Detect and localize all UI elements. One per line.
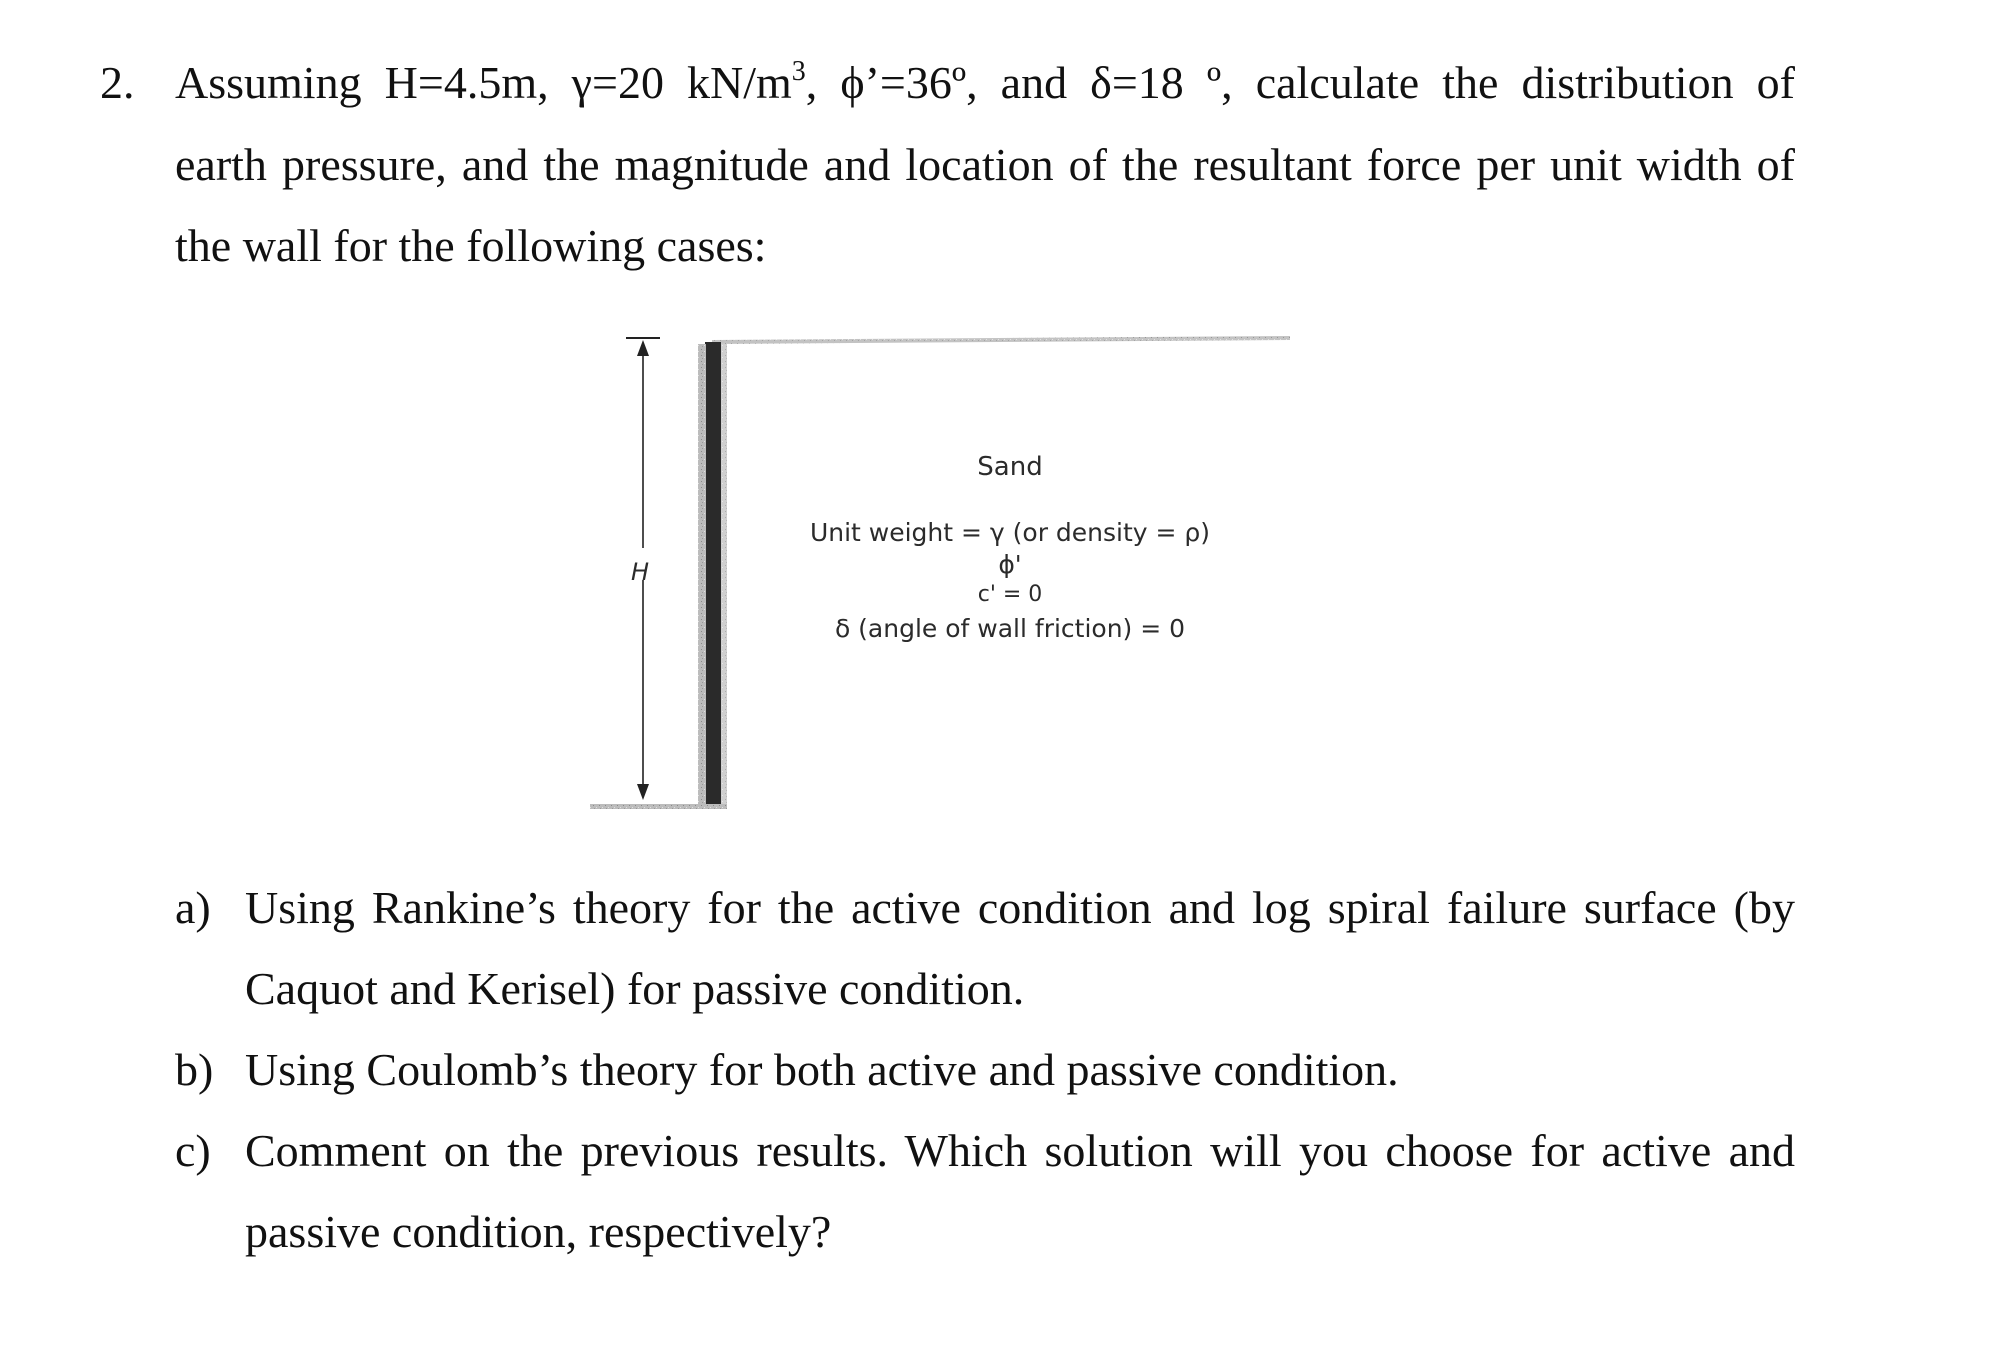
case-b-marker: b) <box>175 1044 214 1095</box>
case-c-marker: c) <box>175 1125 211 1176</box>
intro-line1-superscript: 3 <box>791 56 806 87</box>
height-label: H <box>630 558 650 586</box>
question-number: 2. <box>100 57 135 108</box>
arrow-down-icon <box>637 784 649 800</box>
intro-line1-text: Assuming H=4.5m, γ=20 kN/m <box>175 57 792 108</box>
wall-edge-left <box>698 344 706 804</box>
question-intro-line-3: the wall for the following cases: <box>175 220 767 271</box>
arrow-up-icon <box>637 340 649 356</box>
case-b-line-1: Using Coulomb’s theory for both active and passive condition. <box>245 1044 1399 1095</box>
soil-label: Sand <box>977 452 1043 482</box>
intro-line1-rest: , ϕ’=36º, and δ=18 º, calculate the distribution of <box>805 57 1795 108</box>
case-a-marker: a) <box>175 882 211 933</box>
case-c-line-2: passive condition, respectively? <box>245 1206 832 1257</box>
wall-friction-label: δ (angle of wall friction) = 0 <box>834 614 1186 643</box>
unit-weight-label: Unit weight = γ (or density = ρ) <box>809 518 1211 547</box>
wall-edge-right <box>721 344 727 804</box>
case-a-line-1: Using Rankine’s theory for the active condition and log spiral failure surface (by <box>245 882 1795 933</box>
base-line <box>590 804 727 809</box>
question-intro-line-2: earth pressure, and the magnitude and location of the resultant force per unit width of <box>175 139 1795 190</box>
case-c-line-1: Comment on the previous results. Which solution will you choose for active and <box>245 1125 1795 1176</box>
question-intro-line-1 <box>175 56 1795 108</box>
retaining-wall <box>705 342 721 804</box>
ground-surface <box>712 336 1290 344</box>
case-a-line-2: Caquot and Kerisel) for passive condition. <box>245 963 1025 1014</box>
cohesion-label: c' = 0 <box>977 582 1043 607</box>
friction-angle-label: ϕ' <box>998 550 1022 579</box>
retaining-wall-figure <box>580 330 1300 820</box>
